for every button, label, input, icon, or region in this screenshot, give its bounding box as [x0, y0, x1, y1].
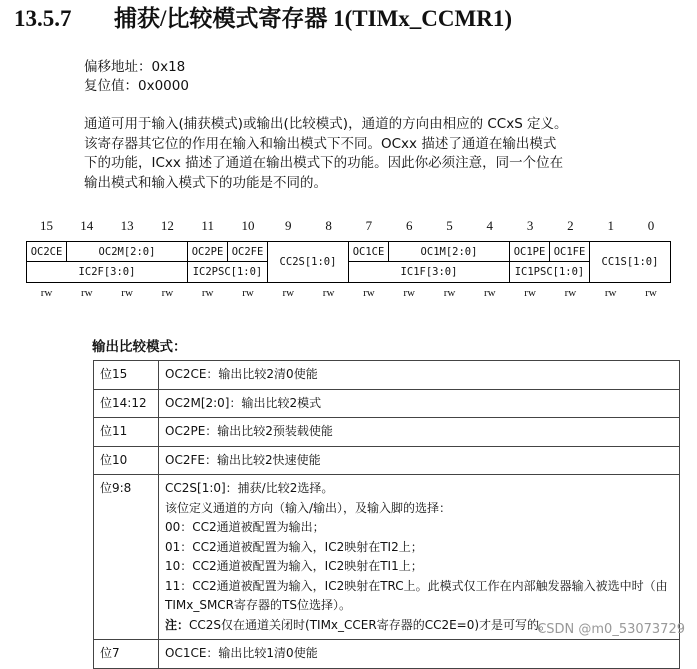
desc-line: 该位定义通道的方向（输入/输出），及输入脚的选择： [165, 500, 452, 515]
field-oc2pe: OC2PE [187, 241, 228, 262]
field-ic1psc: IC1PSC[1:0] [509, 261, 590, 283]
bit-number-row [26, 218, 671, 236]
bit-number: 13 [120, 218, 134, 233]
field-ic2f: IC2F[3:0] [26, 261, 188, 283]
bit-number: 11 [201, 218, 214, 233]
note-label: 注： [165, 617, 190, 632]
bit-description: OC2FE：输出比较2快速使能 [159, 446, 680, 475]
desc-line: CC2S[1:0]：捕获/比较2选择。 [165, 481, 334, 495]
field-ic2psc: IC2PSC[1:0] [187, 261, 268, 283]
bit-description: OC2PE：输出比较2预装载使能 [159, 418, 680, 447]
bit-position: 位11 [94, 418, 159, 447]
offset-address: 偏移地址：0x18 [84, 59, 186, 75]
bit-number: 12 [160, 218, 174, 233]
bit-number: 1 [607, 218, 614, 233]
bit-number: 5 [446, 218, 453, 233]
access-rw: rw [483, 287, 496, 299]
bit-position: 位10 [94, 446, 159, 475]
field-oc2m: OC2M[2:0] [66, 241, 188, 262]
reset-value: 复位值：0x0000 [84, 78, 189, 94]
table-row [94, 640, 680, 669]
desc-line: 11：CC2通道被配置为输入，IC2映射在TRC上。此模式仅工作在内部触发器输入被选中时（由TIMx_SMCR寄存器的TS位选择）。 [165, 578, 668, 612]
field-oc2fe: OC2FE [227, 241, 268, 262]
bit-number: 9 [285, 218, 292, 233]
access-rw: rw [524, 287, 536, 299]
section-title: 捕获/比较模式寄存器 1(TIMx_CCMR1) [114, 6, 512, 31]
paragraph-line: 输出模式和输入模式下的功能是不同的。 [84, 174, 327, 191]
register-bit-diagram [26, 241, 671, 283]
note-text: CC2S仅在通道关闭时(TIMx_CCER寄存器的CC2E=0)才是可写的。 [189, 617, 552, 632]
paragraph-line: 通道可用于输入(捕获模式)或输出(比较模式)，通道的方向由相应的 CCxS 定义。 [84, 116, 568, 132]
bit-number: 7 [365, 218, 373, 233]
access-rw: rw [322, 287, 335, 299]
field-cc1s: CC1S[1:0] [589, 241, 671, 283]
bit-number: 14 [80, 218, 94, 233]
access-rw: rw [443, 287, 456, 299]
bit-number: 3 [526, 218, 534, 233]
access-rw: rw [282, 287, 295, 299]
paragraph-line: 该寄存器其它位的作用在输入和输出模式下不同。OCxx 描述了通道在输出模式 [84, 135, 557, 152]
description-paragraph [84, 115, 624, 193]
section-heading [14, 0, 512, 33]
access-rw: rw [604, 287, 617, 299]
section-number: 13.5.7 [14, 6, 72, 31]
bit-number: 6 [405, 218, 413, 233]
field-oc1fe: OC1FE [549, 241, 590, 262]
bit-number: 8 [325, 218, 332, 233]
desc-line: 01：CC2通道被配置为输入，IC2映射在TI2上； [165, 539, 423, 554]
bit-position: 位14:12 [94, 389, 159, 418]
table-row [94, 418, 680, 447]
field-cc2s: CC2S[1:0] [267, 241, 349, 283]
access-rw: rw [363, 287, 375, 299]
bit-position: 位7 [94, 640, 159, 669]
field-oc2ce: OC2CE [26, 241, 67, 262]
access-rw: rw [403, 287, 415, 299]
bit-number: 15 [40, 218, 53, 233]
bit-number: 0 [647, 218, 655, 233]
access-rw: rw [201, 287, 214, 299]
access-row [26, 287, 671, 303]
table-row [94, 475, 680, 640]
bit-number: 2 [567, 218, 574, 233]
paragraph-line: 下的功能，ICxx 描述了通道在输出模式下的功能。因此你必须注意，同一个位在 [84, 155, 564, 171]
bit-number: 4 [486, 218, 494, 233]
table-row [94, 361, 680, 390]
bit-description-cc2s [159, 475, 680, 640]
desc-line: 00：CC2通道被配置为输出； [165, 520, 325, 534]
table-row [94, 446, 680, 475]
bit-description: OC1CE：输出比较1清0使能 [159, 640, 680, 669]
bit-number: 10 [241, 218, 255, 233]
field-ic1f: IC1F[3:0] [348, 261, 510, 283]
bit-description: OC2M[2:0]：输出比较2模式 [159, 389, 680, 418]
access-rw: rw [161, 287, 174, 299]
table-row [94, 389, 680, 418]
access-rw: rw [645, 287, 657, 299]
access-rw: rw [40, 287, 53, 299]
access-rw: rw [564, 287, 577, 299]
watermark: CSDN @m0_53073729 [537, 622, 685, 637]
access-rw: rw [80, 287, 93, 299]
field-oc1pe: OC1PE [509, 241, 550, 262]
field-oc1ce: OC1CE [348, 241, 389, 262]
field-oc1m: OC1M[2:0] [388, 241, 510, 262]
bit-description: OC2CE：输出比较2清0使能 [159, 361, 680, 390]
desc-line: 10：CC2通道被配置为输入，IC2映射在TI1上； [165, 559, 423, 573]
access-rw: rw [242, 287, 254, 299]
bit-position: 位15 [94, 361, 159, 390]
subtitle-output-compare: 输出比较模式： [92, 339, 187, 355]
bit-position: 位9:8 [94, 475, 159, 640]
access-rw: rw [121, 287, 133, 299]
register-meta [84, 58, 189, 96]
